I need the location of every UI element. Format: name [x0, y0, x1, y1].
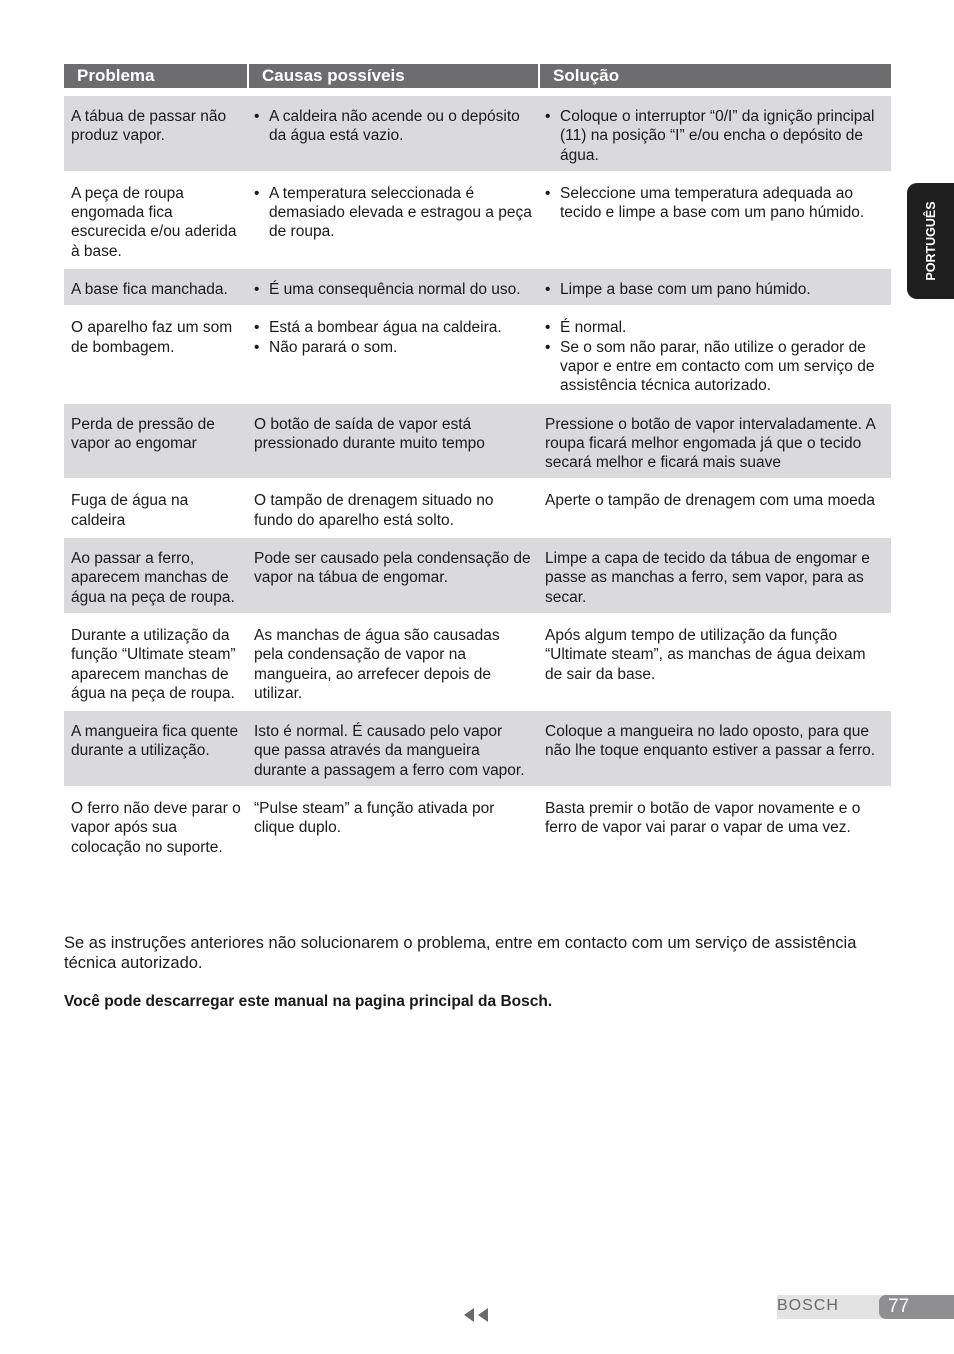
- cause-cell: [247, 269, 538, 307]
- problem-cell: O ferro não deve parar o vapor após sua colocação no suporte.: [64, 788, 247, 865]
- solution-bullet: • Se o som não parar, não utilize o gerador de vapor e entre em contacto com um serviço de assistência técnica autorizado.: [545, 338, 885, 396]
- problem-cell: A mangueira fica quente durante a utilização.: [64, 711, 247, 788]
- language-side-tab: [907, 183, 954, 299]
- solution-cell: [538, 96, 891, 173]
- table-row: [64, 307, 891, 403]
- problem-cell: A peça de roupa engomada fica escurecida e/ou aderida à base.: [64, 173, 247, 269]
- brand-name: BOSCH: [777, 1297, 839, 1314]
- cause-cell: [247, 96, 538, 173]
- cause-bullet: • Não parará o som.: [254, 338, 532, 357]
- table-row: [64, 96, 891, 173]
- page-number: 77: [879, 1295, 954, 1319]
- table-row: [64, 538, 891, 615]
- solution-cell: Aperte o tampão de drenagem com uma moeda: [538, 480, 891, 538]
- solution-cell: [538, 307, 891, 403]
- solution-bullet: • Seleccione uma temperatura adequada ao tecido e limpe a base com um pano húmido.: [545, 184, 885, 223]
- double-left-arrow-icon[interactable]: [462, 1307, 490, 1328]
- table-row: [64, 404, 891, 481]
- table-row: [64, 615, 891, 711]
- solution-bullet: • Coloque o interruptor “0/I” da ignição principal (11) na posição “I” e/ou encha o depósito de água.: [545, 107, 885, 165]
- solution-bullet: • Limpe a base com um pano húmido.: [545, 280, 885, 299]
- problem-cell: Perda de pressão de vapor ao engomar: [64, 404, 247, 481]
- problem-cell: A base fica manchada.: [64, 269, 247, 307]
- solution-cell: [538, 269, 891, 307]
- cause-cell: [247, 307, 538, 403]
- solution-cell: Limpe a capa de tecido da tábua de engomar e passe as manchas a ferro, sem vapor, para as secar.: [538, 538, 891, 615]
- header-causes: Causas possíveis: [247, 64, 538, 96]
- cause-cell: Pode ser causado pela condensação de vapor na tábua de engomar.: [247, 538, 538, 615]
- header-problem: Problema: [64, 64, 247, 96]
- cause-cell: “Pulse steam” a função ativada por clique duplo.: [247, 788, 538, 865]
- cause-cell: O botão de saída de vapor está pressionado durante muito tempo: [247, 404, 538, 481]
- solution-cell: Coloque a mangueira no lado oposto, para que não lhe toque enquanto estiver a passar a ferro.: [538, 711, 891, 788]
- troubleshooting-table: [64, 64, 891, 865]
- language-label: PORTUGUÊS: [923, 201, 938, 281]
- problem-cell: Ao passar a ferro, aparecem manchas de água na peça de roupa.: [64, 538, 247, 615]
- problem-cell: O aparelho faz um som de bombagem.: [64, 307, 247, 403]
- cause-cell: O tampão de drenagem situado no fundo do aparelho está solto.: [247, 480, 538, 538]
- double-left-arrow-glyph: [462, 1307, 490, 1323]
- solution-bullet: • É normal.: [545, 318, 885, 337]
- problem-cell: Fuga de água na caldeira: [64, 480, 247, 538]
- solution-cell: Pressione o botão de vapor intervaladamente. A roupa ficará melhor engomada já que o tecido secará melhor e ficará mais suave: [538, 404, 891, 481]
- table-row: [64, 173, 891, 269]
- table-row: [64, 788, 891, 865]
- cause-bullet: • É uma consequência normal do uso.: [254, 280, 532, 299]
- cause-cell: [247, 173, 538, 269]
- table-row: [64, 480, 891, 538]
- solution-cell: [538, 173, 891, 269]
- problem-cell: A tábua de passar não produz vapor.: [64, 96, 247, 173]
- cause-cell: Isto é normal. É causado pelo vapor que passa através da mangueira durante a passagem a ferro com vapor.: [247, 711, 538, 788]
- cause-bullet: • A temperatura seleccionada é demasiado elevada e estragou a peça de roupa.: [254, 184, 532, 242]
- solution-cell: Após algum tempo de utilização da função “Ultimate steam”, as manchas de água deixam de sair da base.: [538, 615, 891, 711]
- download-note: Você pode descarregar este manual na pagina principal da Bosch.: [64, 993, 553, 1010]
- table-header-row: [64, 64, 891, 96]
- cause-bullet: • Está a bombear água na caldeira.: [254, 318, 532, 337]
- cause-bullet: • A caldeira não acende ou o depósito da água está vazio.: [254, 107, 532, 146]
- service-note-paragraph: Se as instruções anteriores não solucionarem o problema, entre em contacto com um serviço de assistência técnica autorizado.: [64, 934, 857, 972]
- cause-cell: As manchas de água são causadas pela condensação de vapor na mangueira, ao arrefecer depois de utilizar.: [247, 615, 538, 711]
- table-row: [64, 711, 891, 788]
- solution-cell: Basta premir o botão de vapor novamente e o ferro de vapor vai parar o vapar de uma vez.: [538, 788, 891, 865]
- table-row: [64, 269, 891, 307]
- header-solution: Solução: [538, 64, 891, 96]
- problem-cell: Durante a utilização da função “Ultimate steam” aparecem manchas de água na peça de roupa.: [64, 615, 247, 711]
